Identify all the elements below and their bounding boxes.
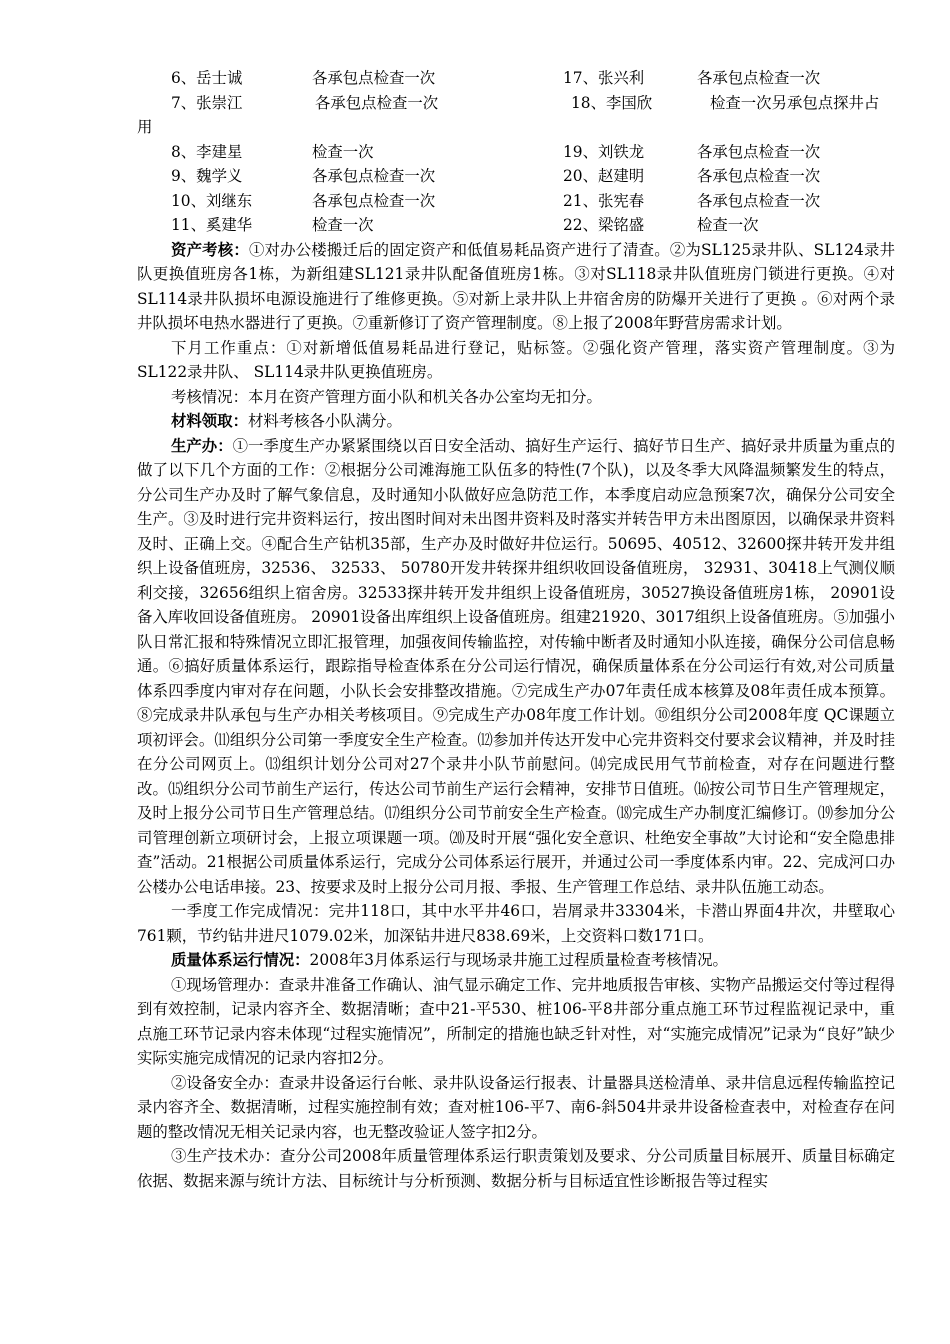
quality-item: ②设备安全办：查录井设备运行台帐、录井队设备运行报表、计量器具送检清单、录井信息远程传输监控记录内容齐全、数据清晰，过程实施控制有效；查对桩106-平7、南6-斜504井录井设备检查表中，对检查存在问题的整改情况无相关记录内容，也无整改验证人签字扣2分。: [137, 1073, 895, 1141]
assignment-row: [137, 213, 895, 238]
production-heading: 生产办：: [171, 436, 233, 455]
material-paragraph: [137, 409, 895, 434]
assignment-list: [137, 66, 895, 238]
person-name: 21、张宪春: [563, 191, 645, 210]
person-name: 22、梁铭盛: [563, 216, 645, 234]
production-body: ①一季度生产办紧紧围绕以百日安全活动、搞好生产运行、搞好节日生产、搞好录井质量为重点的做了以下几个方面的工作：②根据分公司滩海施工队伍多的特性(7个队)，以及冬季大风降温频繁发生的特点，分公司生产办及时了解气象信息，及时通知小队做好应急防范工作，本季度启动应急预案7次，确保分公司安全生产。③及时进行完井资料运行，按出图时间对未出图井资料及时落实并转告甲方未出图原因，以确保录井资料及时、正确上交。④配合生产钻机35部，生产办及时做好井位运行。50695、40512、32600探井转开发井组织上设备值班房，32536、 32533、 50780开发井转探井组织收回设备值班房， 32931、30418上气测仪顺利交接，32656组织上宿舍房。32533探井转开发井组织上设备值班房，30527换设备值班房1栋， 20901设备入库收回设备值班房。 20901设备出库组织上设备值班房。组建21920、3017组织上设备值班房。⑤加强小队日常汇报和特殊情况立即汇报管理，加强夜间传输监控，对传输中断者及时通知小队连接，确保分公司信息畅通。⑥搞好质量体系运行，跟踪指导检查体系在分公司运行情况，确保质量体系在分公司运行有效,对公司质量体系四季度内审对存在问题，小队长会安排整改措施。⑦完成生产办07年责任成本核算及08年责任成本预算。⑧完成录井队承包与生产办相关考核项目。⑨完成生产办08年度工作计划。⑩组织分公司2008年度 QC课题立项初评会。⑾组织分公司第一季度安全生产检查。⑿参加并传达开发中心完井资料交付要求会议精神，并及时挂在分公司网页上。⒀组织计划分公司对27个录井小队节前慰问。⒁完成民用气节前检查，对存在问题进行整改。⒂组织分公司节前生产运行，传达公司节前生产运行会精神，安排节日值班。⒃按公司节日生产管理规定，及时上报分公司节日生产管理总结。⒄组织分公司节前安全生产检查。⒅完成生产办制度汇编修订。⒆参加分公司管理创新立项研讨会，上报立项课题一项。⒇及时开展“强化安全意识、杜绝安全事故”大讨论和“安全隐患排查”活动。21根据公司质量体系运行，完成分公司体系运行展开，并通过公司一季度体系内审。22、完成河口办公楼办公电话串接。23、按要求及时上报分公司月报、季报、生产管理工作总结、录井队伍施工动态。: [137, 436, 895, 896]
asset-assessment: 考核情况：本月在资产管理方面小队和机关各办公室均无扣分。: [171, 387, 602, 406]
person-task: 各承包点检查一次: [315, 93, 439, 112]
person-name: 20、赵建明: [563, 167, 645, 185]
person-task: 各承包点检查一次: [312, 167, 436, 185]
quality-paragraph: [137, 948, 895, 973]
person-task: 各承包点检查一次: [312, 69, 436, 87]
asset-body: ①对办公楼搬迁后的固定资产和低值易耗品资产进行了清查。②为SL125录井队、SL124录井队更换值班房各1栋，为新组建SL121录井队配备值班房1栋。③对SL118录井队值班房门锁进行更换。④对SL114录井队损坏电源设施进行了维修更换。⑤对新上录井队上井宿舍房的防爆开关进行了更换 。⑥对两个录井队损坏电热水器进行了更换。⑦重新修订了资产管理制度。⑧上报了2008年野营房需求计划。: [137, 240, 895, 332]
person-name: 18、李国欣: [571, 93, 653, 112]
person-name: 17、张兴利: [563, 69, 645, 87]
material-heading: 材料领取：: [171, 412, 248, 430]
person-task: 各承包点检查一次: [312, 191, 436, 210]
person-name: 19、刘铁龙: [563, 142, 645, 161]
person-task: 各承包点检查一次: [697, 191, 821, 210]
quality-item: ③生产技术办：查分公司2008年质量管理体系运行职责策划及要求、分公司质量目标展开、质量目标确定依据、数据来源与统计方法、目标统计与分析预测、数据分析与目标适宜性诊断报告等过程实: [137, 1147, 895, 1190]
person-task: 各承包点检查一次: [697, 142, 821, 161]
production-summary: 一季度工作完成情况：完井118口，其中水平井46口，岩屑录井33304米，卡潜山界面4井次，井壁取心761颗，节约钻井进尺1079.02米，加深钻井进尺838.69米，上交资料口数171口。: [137, 902, 895, 945]
material-body: 材料考核各小队满分。: [247, 412, 402, 430]
assignment-row: [137, 140, 895, 165]
person-name: 10、刘继东: [171, 191, 253, 210]
person-task: 检查一次另承包点探井占: [710, 93, 880, 112]
production-paragraph: [137, 434, 895, 900]
person-task: 各承包点检查一次: [697, 167, 821, 185]
asset-paragraph: [137, 238, 895, 336]
person-name: 11、奚建华: [171, 216, 253, 234]
asset-heading: 资产考核：: [171, 240, 249, 259]
document-page: [137, 66, 895, 1193]
assignment-row: [137, 164, 895, 189]
person-task-continuation: 用: [137, 118, 153, 136]
person-task: 检查一次: [697, 216, 759, 234]
assignment-row: [137, 66, 895, 91]
person-task: 各承包点检查一次: [697, 69, 821, 87]
asset-next-month: 下月工作重点：①对新增低值易耗品进行登记，贴标签。②强化资产管理，落实资产管理制度。③为SL122录井队、 SL114录井队更换值班房。: [137, 338, 895, 381]
quality-heading: 质量体系运行情况：: [171, 951, 310, 969]
person-name: 8、李建星: [171, 142, 243, 161]
assignment-row: [137, 189, 895, 214]
person-task: 检查一次: [312, 142, 374, 161]
person-name: 9、魏学义: [171, 167, 243, 185]
person-name: 6、岳士诚: [171, 69, 243, 87]
quality-item: ①现场管理办：查录井准备工作确认、油气显示确定工作、完井地质报告审核、实物产品搬运交付等过程得到有效控制，记录内容齐全、数据清晰；查中21-平530、桩106-平8井部分重点施工环节过程监视记录中，重点施工环节记录内容未体现“过程实施情况”，所制定的措施也缺乏针对性，对“实施完成情况”记录为“良好”缺少实际实施完成情况的记录内容扣2分。: [137, 975, 895, 1067]
assignment-row: [137, 91, 895, 140]
person-task: 检查一次: [312, 216, 374, 234]
person-name: 7、张崇江: [171, 93, 243, 112]
quality-intro: 2008年3月体系运行与现场录井施工过程质量检查考核情况。: [309, 951, 728, 969]
